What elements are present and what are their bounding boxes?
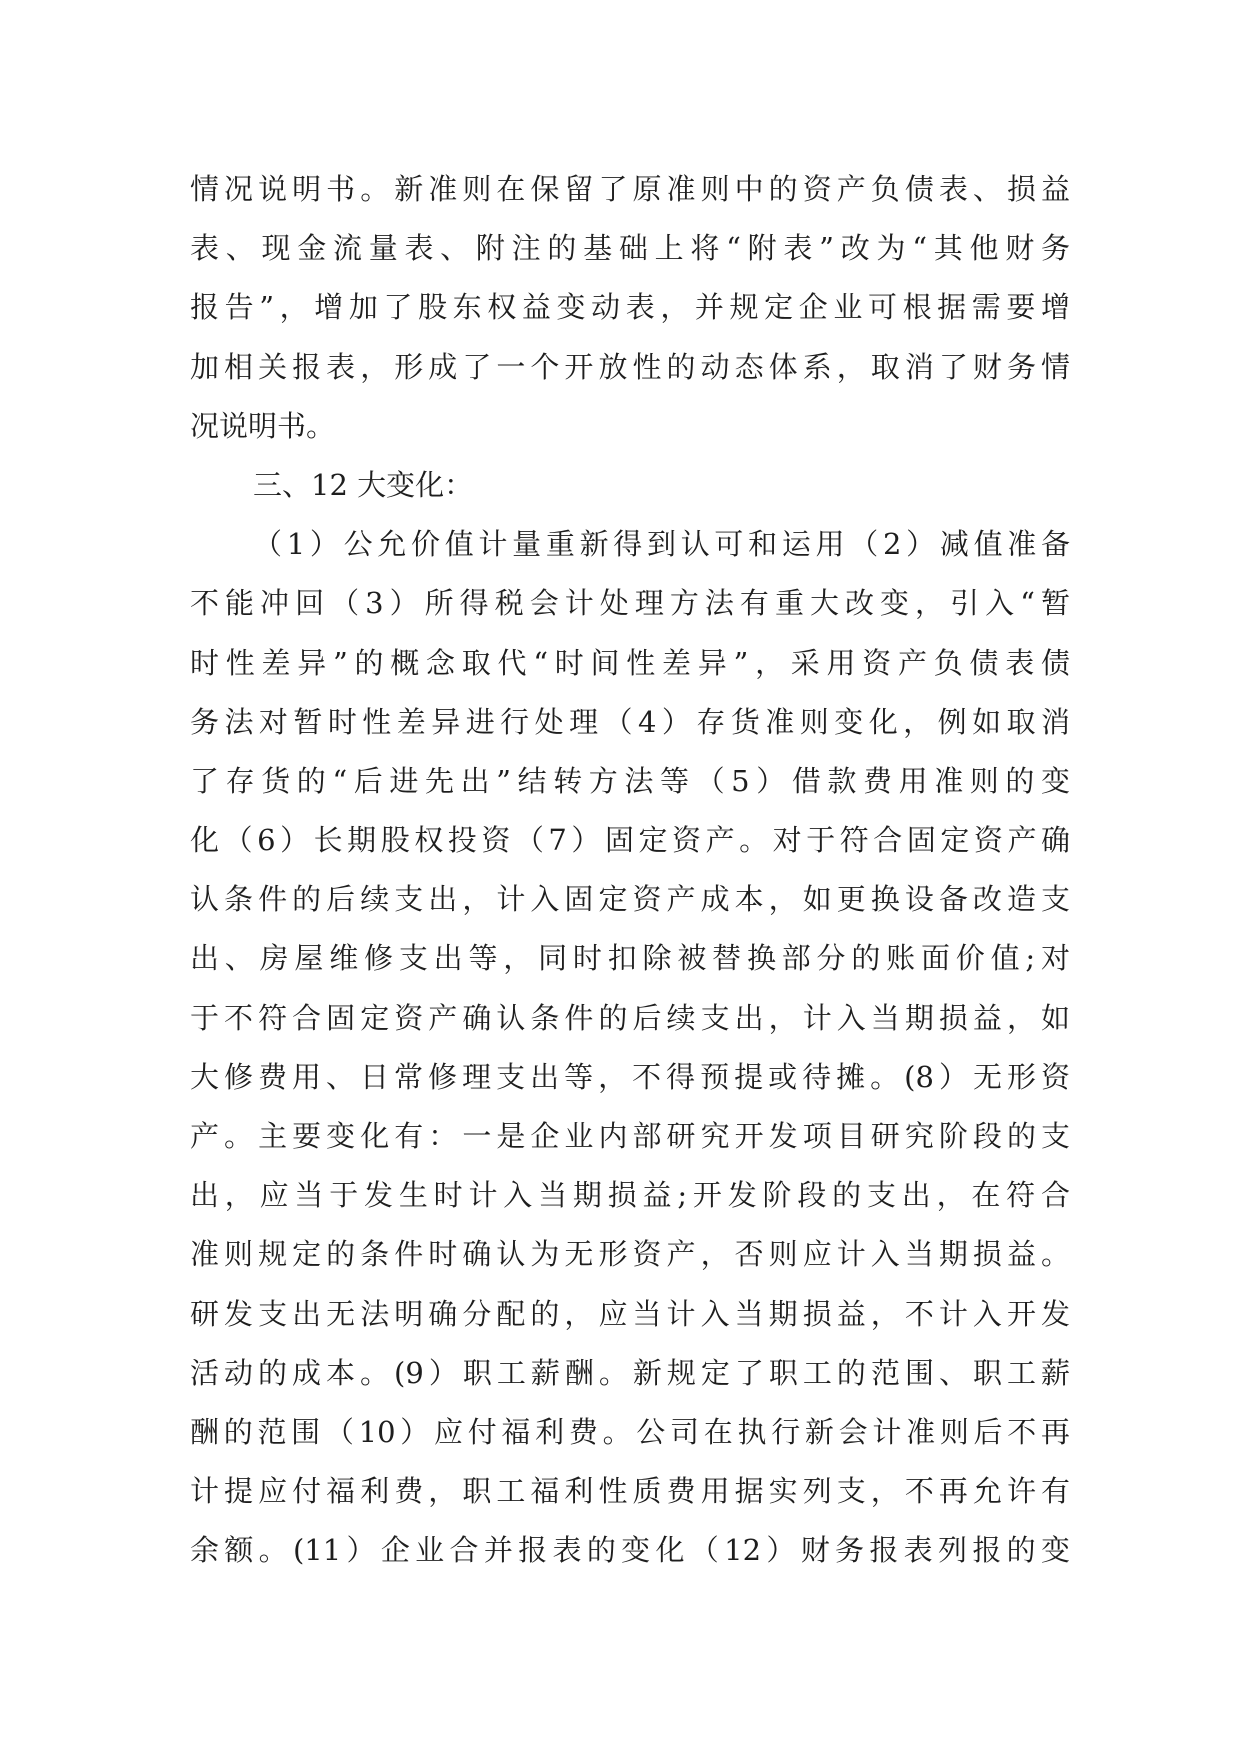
text-line: 化（6）长期股权投资（7）固定资产。对于符合固定资产确	[190, 823, 1070, 858]
text-line: 计提应付福利费，职工福利性质费用据实列支，不再允许有	[190, 1474, 1070, 1509]
text-line: 于不符合固定资产确认条件的后续支出，计入当期损益，如	[190, 1000, 1070, 1035]
paragraph-report-description	[190, 160, 1070, 456]
text-line: 了存货的“后进先出”结转方法等（5）借款费用准则的变	[190, 763, 1070, 798]
text-line: （1）公允价值计量重新得到认可和运用（2）减值准备	[253, 527, 1070, 562]
text-line: 情况说明书。新准则在保留了原准则中的资产负债表、损益	[190, 172, 1070, 206]
text-line: 况说明书。	[190, 408, 336, 443]
text-line: 时性差异”的概念取代“时间性差异”，采用资产负债表债	[190, 645, 1070, 680]
text-line: 表、现金流量表、附注的基础上将“附表”改为“其他财务	[190, 231, 1070, 266]
text-line: 出、房屋维修支出等，同时扣除被替换部分的账面价值;对	[190, 941, 1070, 976]
text-line: 准则规定的条件时确认为无形资产，否则应计入当期损益。	[190, 1237, 1070, 1272]
text-line: 活动的成本。(9）职工薪酬。新规定了职工的范围、职工薪	[190, 1355, 1070, 1390]
text-line: 认条件的后续支出，计入固定资产成本，如更换设备改造支	[190, 882, 1070, 917]
text-line: 酬的范围（10）应付福利费。公司在执行新会计准则后不再	[190, 1414, 1070, 1449]
document-body	[190, 160, 1070, 1581]
text-line: 余额。(11）企业合并报表的变化（12）财务报表列报的变	[190, 1533, 1070, 1568]
text-line: 研发支出无法明确分配的，应当计入当期损益，不计入开发	[190, 1296, 1070, 1331]
text-line: 加相关报表，形成了一个开放性的动态体系，取消了财务情	[190, 349, 1070, 384]
text-line: 报告”，增加了股东权益变动表，并规定企业可根据需要增	[190, 290, 1070, 325]
text-line: 出，应当于发生时计入当期损益;开发阶段的支出，在符合	[190, 1178, 1070, 1213]
text-line: 产。主要变化有：一是企业内部研究开发项目研究阶段的支	[190, 1119, 1070, 1153]
section-heading: 三、12 大变化：	[253, 467, 474, 502]
text-line: 务法对暂时性差异进行处理（4）存货准则变化，例如取消	[190, 704, 1070, 739]
text-line: 大修费用、日常修理支出等，不得预提或待摊。(8）无形资	[190, 1059, 1070, 1094]
paragraph-twelve-changes	[190, 515, 1070, 1580]
text-line: 不能冲回（3）所得税会计处理方法有重大改变，引入“暂	[190, 586, 1070, 621]
